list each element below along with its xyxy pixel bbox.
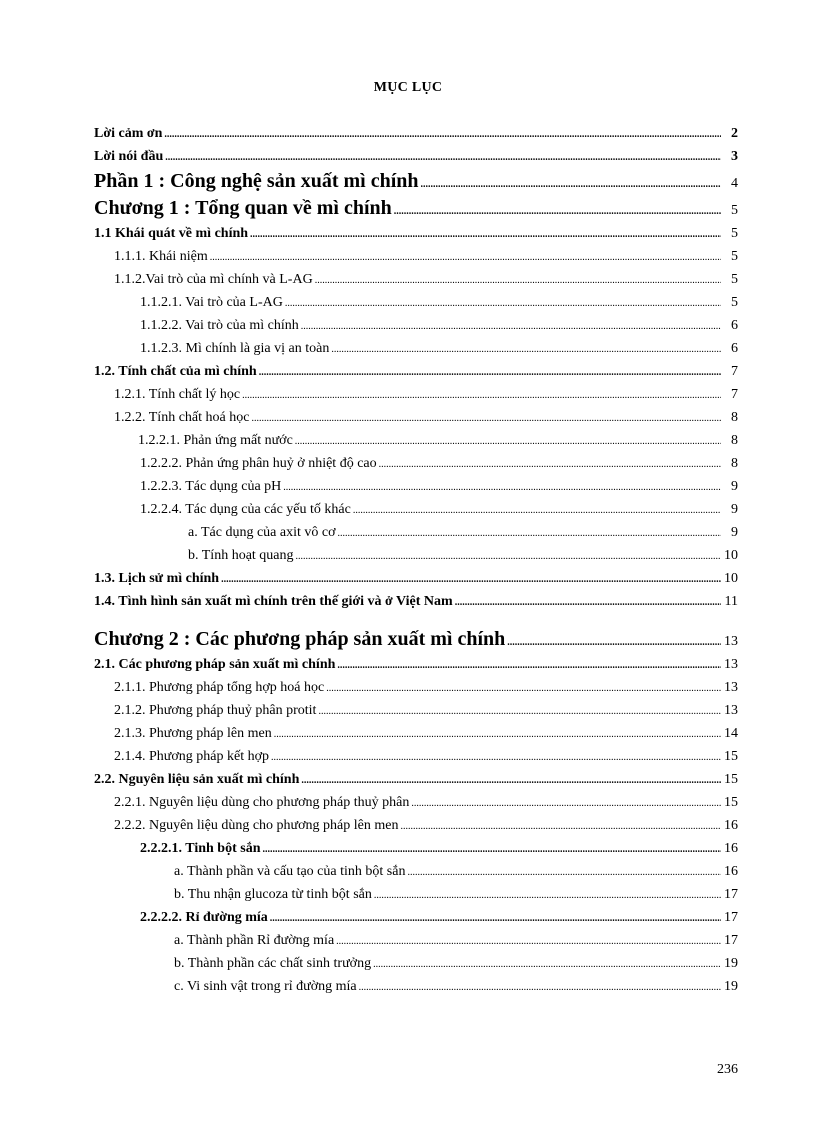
toc-entry-text: 1.2.2.1. Phản ứng mất nước <box>138 433 293 448</box>
toc-entry[interactable] <box>94 590 738 613</box>
dot-leader <box>165 146 721 169</box>
toc-entry-page: 19 <box>724 979 738 994</box>
dot-leader <box>301 315 721 338</box>
toc-entry-page: 5 <box>731 272 738 287</box>
toc-entry-page: 15 <box>724 772 738 787</box>
toc-entry-text: 2.1.2. Phương pháp thuỷ phân protit <box>114 703 317 718</box>
toc-entry[interactable] <box>94 383 738 406</box>
toc-entry-page: 17 <box>724 933 738 948</box>
toc-entry-text: 2.2.2.2. Rỉ đường mía <box>140 910 268 925</box>
toc-entry-page: 8 <box>731 433 738 448</box>
toc-entry-text: a. Thành phần Rỉ đường mía <box>174 933 335 948</box>
toc-entry-text: 1.3. Lịch sử mì chính <box>94 571 220 586</box>
dot-leader <box>337 522 721 545</box>
toc-entry-text: Chương 2 : Các phương pháp sản xuất mì chính <box>94 628 506 650</box>
toc-entry[interactable] <box>94 222 738 245</box>
toc-entry[interactable] <box>94 929 738 952</box>
toc-entry[interactable] <box>94 291 738 314</box>
dot-leader <box>259 361 721 384</box>
dot-leader <box>373 953 721 976</box>
toc-entry[interactable] <box>94 544 738 567</box>
toc-entry-page: 16 <box>724 864 738 879</box>
toc-entry-text: b. Tính hoạt quang <box>188 548 294 563</box>
toc-entry-page: 5 <box>731 295 738 310</box>
toc-entry[interactable] <box>94 429 738 452</box>
toc-entry[interactable] <box>94 906 738 929</box>
toc-entry[interactable] <box>94 475 738 498</box>
toc-entry-page: 5 <box>731 249 738 264</box>
toc-entry-page: 16 <box>724 841 738 856</box>
toc-entry[interactable] <box>94 245 738 268</box>
dot-leader <box>285 292 721 315</box>
toc-entry-text: 2.2.1. Nguyên liệu dùng cho phương pháp thuỷ phân <box>114 795 410 810</box>
dot-leader <box>164 123 721 146</box>
toc-entry-page: 2 <box>731 126 738 141</box>
toc-entry-text: 1.1.2.2. Vai trò của mì chính <box>140 318 299 333</box>
toc-entry-page: 9 <box>731 502 738 517</box>
toc-entry-text: 1.2.2.4. Tác dụng của các yếu tố khác <box>140 502 351 517</box>
dot-leader <box>210 246 721 269</box>
dot-leader <box>274 723 721 746</box>
dot-leader <box>296 545 721 568</box>
toc-entry-page: 11 <box>724 594 738 609</box>
toc-entry-text: 2.2.2.1. Tinh bột sắn <box>140 841 261 856</box>
toc-entry-text: 1.4. Tình hình sản xuất mì chính trên thế giới và ở Việt Nam <box>94 594 453 609</box>
toc-entry-page: 19 <box>724 956 738 971</box>
dot-leader <box>394 198 721 225</box>
page-number: 236 <box>717 1062 738 1077</box>
dot-leader <box>374 884 721 907</box>
toc-entry-text: Lời nói đầu <box>94 149 164 164</box>
toc-entry-text: 1.2.2.2. Phản ứng phân huỷ ở nhiệt độ cao <box>140 456 377 471</box>
toc-entry[interactable] <box>94 406 738 429</box>
toc-entry-text: 1.2.2. Tính chất hoá học <box>114 410 250 425</box>
toc-entry-text: 1.2.2.3. Tác dụng của pH <box>140 479 282 494</box>
dot-leader <box>331 338 721 361</box>
toc-entry[interactable] <box>94 268 738 291</box>
toc-entry-page: 5 <box>731 203 738 218</box>
toc-entry[interactable] <box>94 521 738 544</box>
toc-entry[interactable] <box>94 626 738 653</box>
toc-entry-page: 8 <box>731 456 738 471</box>
toc-entry[interactable] <box>94 860 738 883</box>
toc-entry-page: 10 <box>724 548 738 563</box>
toc-entry-text: 1.1.1. Khái niệm <box>114 249 208 264</box>
toc-entry[interactable] <box>94 837 738 860</box>
dot-leader <box>270 907 721 930</box>
dot-leader <box>407 861 721 884</box>
dot-leader <box>262 838 721 861</box>
toc-entry[interactable] <box>94 145 738 168</box>
toc-entry-text: Chương 1 : Tổng quan về mì chính <box>94 197 392 219</box>
toc-entry-text: a. Thành phần và cấu tạo của tinh bột sắn <box>174 864 406 879</box>
toc-entry[interactable] <box>94 168 738 195</box>
toc-entry-text: 1.1 Khái quát về mì chính <box>94 226 249 241</box>
toc-entry[interactable] <box>94 337 738 360</box>
toc-entry[interactable] <box>94 722 738 745</box>
toc-entry-text: 2.1. Các phương pháp sản xuất mì chính <box>94 657 336 672</box>
toc-entry-page: 6 <box>731 318 738 333</box>
toc-entry-page: 3 <box>731 149 738 164</box>
toc-entry-text: Lời cảm ơn <box>94 126 163 141</box>
toc-entry-text: 2.2.2. Nguyên liệu dùng cho phương pháp lên men <box>114 818 399 833</box>
dot-leader <box>271 746 721 769</box>
dot-leader <box>251 407 721 430</box>
dot-leader <box>283 476 721 499</box>
toc-entry-text: 1.1.2.Vai trò của mì chính và L-AG <box>114 272 313 287</box>
toc-entry-text: 1.1.2.3. Mì chính là gia vị an toàn <box>140 341 330 356</box>
toc-entry[interactable] <box>94 676 738 699</box>
toc-entry-text: b. Thành phần các chất sinh trưởng <box>174 956 372 971</box>
toc-entry-page: 8 <box>731 410 738 425</box>
toc-entry-text: 2.1.1. Phương pháp tổng hợp hoá học <box>114 680 325 695</box>
toc-entry-text: a. Tác dụng của axit vô cơ <box>188 525 336 540</box>
dot-leader <box>400 815 721 838</box>
dot-leader <box>353 499 721 522</box>
toc-entry[interactable] <box>94 883 738 906</box>
toc-entry[interactable] <box>94 498 738 521</box>
toc-entry-page: 10 <box>724 571 738 586</box>
toc-entry-page: 6 <box>731 341 738 356</box>
dot-leader <box>421 171 721 198</box>
toc-entry[interactable] <box>94 122 738 145</box>
toc-entry-page: 13 <box>724 634 738 649</box>
dot-leader <box>315 269 721 292</box>
toc-entry[interactable] <box>94 699 738 722</box>
toc-entry-page: 15 <box>724 795 738 810</box>
dot-leader <box>455 591 721 614</box>
toc-entry-page: 7 <box>731 387 738 402</box>
toc-entry[interactable] <box>94 360 738 383</box>
dot-leader <box>411 792 721 815</box>
toc-entry[interactable] <box>94 653 738 676</box>
dot-leader <box>379 453 721 476</box>
toc-entry-page: 9 <box>731 479 738 494</box>
toc-entry-page: 13 <box>724 657 738 672</box>
toc-entry-text: 1.1.2.1. Vai trò của L-AG <box>140 295 283 310</box>
toc-entry-page: 13 <box>724 703 738 718</box>
toc-entry[interactable] <box>94 952 738 975</box>
dot-leader <box>295 430 721 453</box>
toc-entry-page: 17 <box>724 887 738 902</box>
dot-leader <box>301 769 721 792</box>
toc-entry[interactable] <box>94 195 738 222</box>
dot-leader <box>359 976 721 999</box>
toc-entry[interactable] <box>94 314 738 337</box>
page-title: MỤC LỤC <box>373 80 443 95</box>
dot-leader <box>507 629 721 656</box>
toc-entry-text: Phần 1 : Công nghệ sản xuất mì chính <box>94 170 419 192</box>
toc-entry-page: 14 <box>724 726 738 741</box>
toc-entry-text: 1.2.1. Tính chất lý học <box>114 387 241 402</box>
toc-entry[interactable] <box>94 452 738 475</box>
toc-entry-page: 5 <box>731 226 738 241</box>
dot-leader <box>318 700 721 723</box>
toc-entry-text: c. Vi sinh vật trong rỉ đường mía <box>174 979 357 994</box>
dot-leader <box>221 568 721 591</box>
toc-entry-text: 2.1.3. Phương pháp lên men <box>114 726 272 741</box>
toc-entry-text: 2.2. Nguyên liệu sản xuất mì chính <box>94 772 300 787</box>
toc-entry-page: 15 <box>724 749 738 764</box>
toc-entry[interactable] <box>94 814 738 837</box>
toc-entry-page: 13 <box>724 680 738 695</box>
toc-entry-text: b. Thu nhận glucoza từ tinh bột sắn <box>174 887 372 902</box>
toc-entry-page: 4 <box>731 176 738 191</box>
toc-entry-page: 16 <box>724 818 738 833</box>
toc-entry[interactable] <box>94 768 738 791</box>
dot-leader <box>250 223 721 246</box>
toc-entry[interactable] <box>94 975 738 998</box>
toc-entry[interactable] <box>94 791 738 814</box>
table-of-contents <box>94 122 738 998</box>
toc-entry[interactable] <box>94 745 738 768</box>
toc-entry-page: 7 <box>731 364 738 379</box>
dot-leader <box>326 677 721 700</box>
toc-entry-page: 17 <box>724 910 738 925</box>
toc-entry-page: 9 <box>731 525 738 540</box>
toc-entry-text: 1.2. Tính chất của mì chính <box>94 364 257 379</box>
toc-entry-text: 2.1.4. Phương pháp kết hợp <box>114 749 269 764</box>
dot-leader <box>337 654 721 677</box>
dot-leader <box>336 930 721 953</box>
dot-leader <box>242 384 721 407</box>
toc-entry[interactable] <box>94 567 738 590</box>
